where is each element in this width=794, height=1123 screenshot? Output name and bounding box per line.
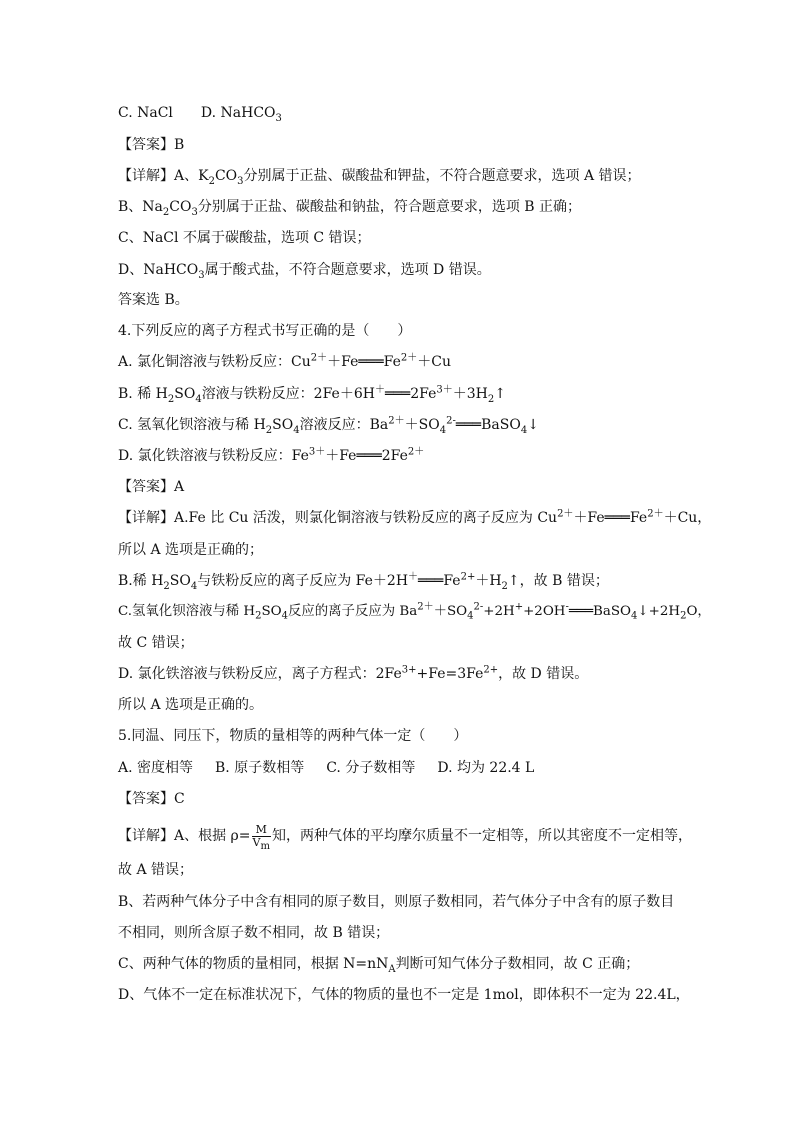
q3-detail-line-1: 【详解】A、$K_2CO_3$分别属于正盐、碳酸盐和钾盐，不符合题意要求，选项 A 错误； — [118, 168, 641, 187]
q4-conclusion: 所以 A 选项是正确的。 — [118, 697, 264, 713]
q3-detail-line-3: C、NaCl 不属于碳酸盐，选项 C 错误； — [118, 230, 371, 246]
detail-label: 【详解】 — [118, 510, 174, 526]
answer-value: A — [174, 479, 185, 495]
q4-option-b: B. 稀 $H_2SO_4$溶液与铁粉反应：$2Fe+6H^+═══2Fe^{3+}+3H_2↑$ — [118, 384, 506, 405]
q3-conclusion: 答案选 B。 — [118, 292, 189, 308]
q4-detail-line-5: 故 C 错误； — [118, 635, 194, 651]
q4-detail-line-4: C.氢氧化钡溶液与稀 $H_2SO_4$反应的离子反应为 $Ba^{2+}+SO_4^{2-}+2H^++2OH^-═══BaSO_4↓+2H_2O$， — [118, 601, 711, 622]
q4-option-a: A. 氯化铜溶液与铁粉反应：$Cu^{2+}+Fe═══Fe^{2+}+Cu$ — [118, 352, 451, 370]
q5-option-d: D. 均为 22.4 L — [437, 760, 535, 776]
q5-option-a: A. 密度相等 — [118, 760, 194, 776]
q4-option-c: C. 氢氧化钡溶液与稀 $H_2SO_4$溶液反应：$Ba^{2+}+SO_4^{2-}═══BaSO_4↓$ — [118, 415, 539, 436]
q5-option-c: C. 分子数相等 — [326, 760, 416, 776]
q5-answer — [118, 789, 185, 809]
q3-options-line — [118, 103, 282, 123]
answer-label: 【答案】 — [118, 791, 174, 807]
q4-detail-line-2: 所以 A 选项是正确的； — [118, 542, 264, 558]
q4-detail-line-3: B.稀 $H_2SO_4$与铁粉反应的离子反应为 $Fe+2H^+═══Fe^{2+}+H_2↑$，故 B 错误； — [118, 571, 609, 592]
q5-stem: 5.同温、同压下，物质的量相等的两种气体一定（ ） — [118, 728, 468, 744]
q5-detail-line-5: C、两种气体的物质的量相同，根据 $N=nN_A$判断可知气体分子数相同，故 C 正确； — [118, 956, 640, 975]
q3-detail-line-4: D、NaHCO$_3$属于酸式盐，不符合题意要求，选项 D 错误。 — [118, 262, 491, 281]
answer-label: 【答案】 — [118, 137, 174, 153]
q5-detail-line-4: 不相同，则所含原子数不相同，故 B 错误； — [118, 925, 390, 941]
q4-answer — [118, 477, 184, 497]
q5-option-b: B. 原子数相等 — [215, 760, 305, 776]
detail-label: 【详解】 — [118, 168, 174, 184]
q4-stem: 4.下列反应的离子方程式书写正确的是（ ） — [118, 323, 412, 339]
q5-detail-line-2: 故 A 错误； — [118, 862, 194, 878]
q4-detail-line-6: D. 氯化铁溶液与铁粉反应，离子方程式：$2Fe^{3+}+Fe=3Fe^{2+}$，故 D 错误。 — [118, 664, 589, 682]
q3-detail-line-2: B、$Na_2CO_3$分别属于正盐、碳酸盐和钠盐，符合题意要求，选项 B 正确； — [118, 199, 582, 218]
density-fraction: $\frac{M}{V_m}$ — [252, 822, 270, 852]
answer-label: 【答案】 — [118, 479, 174, 495]
detail-label: 【详解】 — [118, 828, 174, 844]
q4-detail-line-1: 【详解】A.Fe 比 Cu 活泼，则氯化铜溶液与铁粉反应的离子反应为 $Cu^{2+}+Fe═══Fe^{2+}+Cu$， — [118, 508, 712, 526]
q5-detail-line-1: 【详解】A、根据 ρ= $\frac{M}{V_m}$ 知，两种气体的平均摩尔质量不一定相等，所以其密度不一定相等， — [118, 822, 692, 852]
q5-detail-line-3: B、若两种气体分子中含有相同的原子数目，则原子数相同，若气体分子中含有的原子数目 — [118, 894, 675, 910]
answer-value: B — [174, 137, 185, 153]
q5-detail-line-6: D、气体不一定在标准状况下，气体的物质的量也不一定是 1mol，即体积不一定为 22.4L， — [118, 987, 690, 1003]
q3-option-d: D. NaHCO$_3$ — [200, 105, 282, 124]
q4-option-d: D. 氯化铁溶液与铁粉反应：$Fe^{3+}+Fe═══2Fe^{2+}$ — [118, 446, 425, 464]
q3-option-c: C. NaCl — [118, 105, 173, 121]
q3-answer — [118, 135, 184, 155]
q5-options-line — [118, 758, 534, 778]
answer-value: C — [174, 791, 185, 807]
